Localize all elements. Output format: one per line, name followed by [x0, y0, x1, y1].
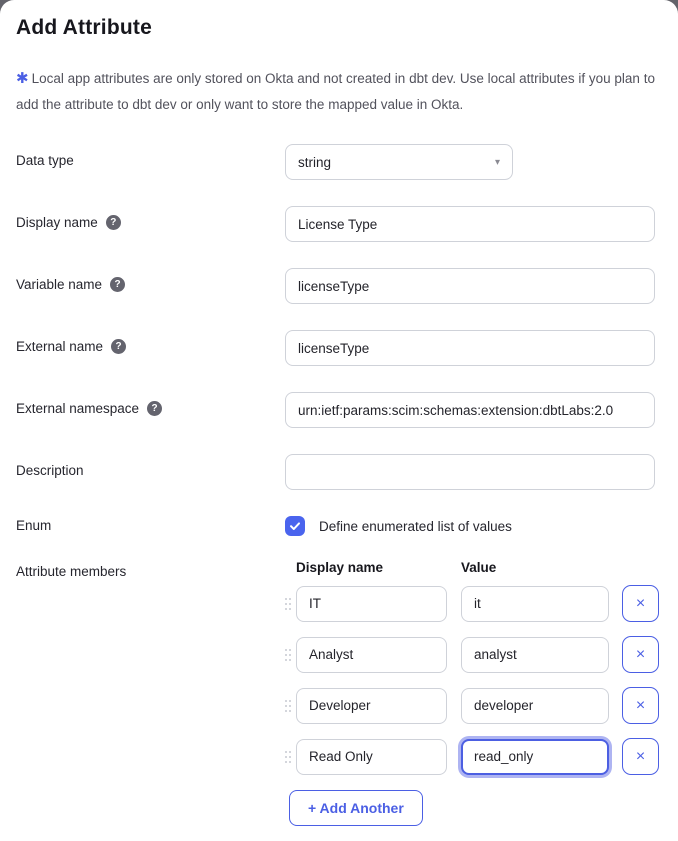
external-namespace-input[interactable]: [285, 392, 655, 428]
member-display-name-input[interactable]: [296, 739, 447, 775]
remove-member-button[interactable]: [622, 636, 659, 673]
remove-member-button[interactable]: [622, 738, 659, 775]
field-row-description: [0, 454, 678, 490]
close-icon: ×: [635, 594, 646, 612]
note-text: Local app attributes are only stored on Okta and not created in dbt dev. Use local attributes if you plan to add the attribute to dbt dev or only want to store the mapped value in Okta.: [16, 71, 655, 112]
field-row-display-name: [0, 206, 678, 242]
chevron-down-icon: ▾: [494, 156, 500, 168]
help-icon[interactable]: ?: [111, 339, 126, 354]
help-icon[interactable]: ?: [147, 401, 162, 416]
external-namespace-label: External namespace: [16, 401, 140, 416]
page-title: Add Attribute: [16, 16, 152, 39]
member-display-name-input[interactable]: [296, 586, 447, 622]
member-display-name-input[interactable]: [296, 637, 447, 673]
enum-label: Enum: [16, 518, 52, 533]
enum-checkbox[interactable]: [285, 516, 305, 536]
close-icon: ×: [635, 696, 646, 714]
member-display-name-input[interactable]: [296, 688, 447, 724]
data-type-selected-value: string: [298, 154, 332, 170]
remove-member-button[interactable]: [622, 585, 659, 622]
drag-handle-icon[interactable]: [285, 751, 291, 763]
member-row: [285, 738, 678, 775]
variable-name-label: Variable name: [16, 277, 103, 292]
display-name-label-col: [0, 206, 285, 230]
members-header-row: [285, 560, 678, 575]
field-row-external-name: [0, 330, 678, 366]
close-icon: ×: [635, 747, 646, 765]
data-type-label: Data type: [16, 153, 74, 168]
external-name-label-col: [0, 330, 285, 354]
member-value-input[interactable]: [461, 688, 609, 724]
member-value-input-focused[interactable]: [461, 739, 609, 775]
description-label-col: [0, 454, 285, 478]
attribute-members-table: [285, 560, 678, 826]
field-row-enum: [0, 516, 678, 538]
member-row: [285, 687, 678, 724]
field-row-external-namespace: [0, 392, 678, 428]
external-name-input[interactable]: [285, 330, 655, 366]
description-label: Description: [16, 463, 84, 478]
asterisk-icon: ✱: [16, 70, 29, 87]
checkmark-icon: [289, 520, 301, 532]
attribute-members-label: Attribute members: [16, 564, 127, 579]
help-icon[interactable]: ?: [110, 277, 125, 292]
help-icon[interactable]: ?: [106, 215, 121, 230]
external-name-label: External name: [16, 339, 104, 354]
add-another-button[interactable]: + Add Another: [289, 790, 423, 826]
field-row-data-type: [0, 144, 678, 180]
close-icon: ×: [635, 645, 646, 663]
description-input[interactable]: [285, 454, 655, 490]
field-row-attribute-members: [0, 560, 678, 826]
member-value-input[interactable]: [461, 586, 609, 622]
drag-handle-icon[interactable]: [285, 700, 291, 712]
enum-label-col: [0, 516, 285, 533]
field-row-variable-name: [0, 268, 678, 304]
remove-member-button[interactable]: [622, 687, 659, 724]
member-row: [285, 636, 678, 673]
drag-handle-icon[interactable]: [285, 649, 291, 661]
display-name-input[interactable]: [285, 206, 655, 242]
enum-checkbox-label: Define enumerated list of values: [319, 518, 512, 534]
member-value-input[interactable]: [461, 637, 609, 673]
external-namespace-label-col: [0, 392, 285, 416]
variable-name-label-col: [0, 268, 285, 292]
display-name-label: Display name: [16, 215, 98, 230]
enum-checkbox-wrap: [285, 516, 512, 536]
members-header-value: Value: [461, 560, 497, 575]
attribute-members-label-col: [0, 560, 285, 579]
member-row: [285, 585, 678, 622]
data-type-select[interactable]: [285, 144, 513, 180]
drag-handle-icon[interactable]: [285, 598, 291, 610]
data-type-label-col: [0, 144, 285, 168]
add-attribute-form: [0, 144, 678, 826]
variable-name-input[interactable]: [285, 268, 655, 304]
members-header-display-name: Display name: [296, 560, 384, 575]
local-attribute-note: [16, 66, 656, 118]
